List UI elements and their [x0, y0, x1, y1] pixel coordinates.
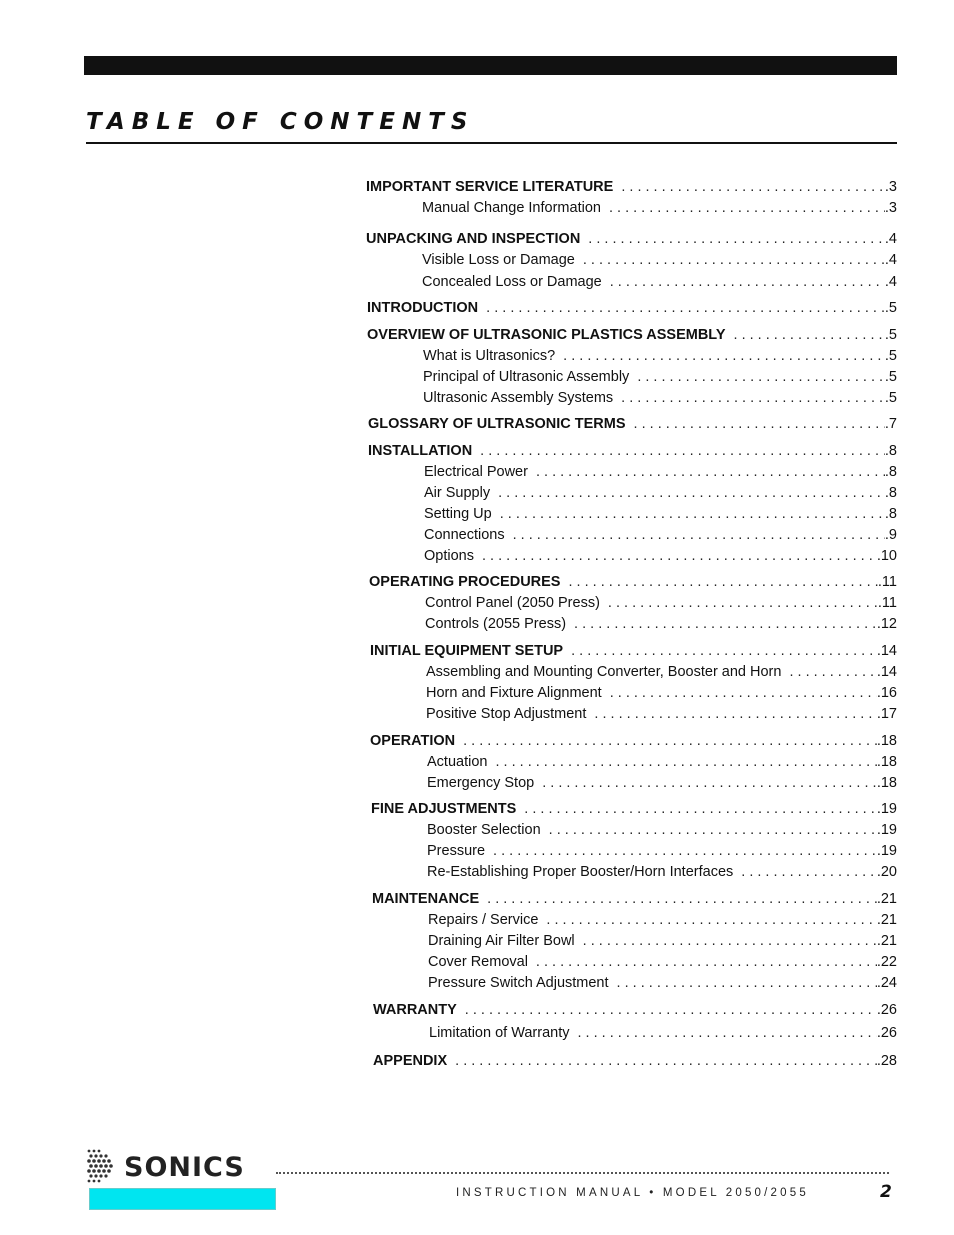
toc-dot-leader: [789, 662, 876, 682]
toc-dot-leader: [495, 752, 876, 772]
toc-label: Concealed Loss or Damage: [422, 274, 602, 290]
toc-section-row[interactable]: [368, 441, 897, 461]
toc-entry-row[interactable]: [427, 752, 897, 772]
toc-label: UNPACKING AND INSPECTION: [366, 231, 581, 247]
toc-label: Assembling and Mounting Converter, Booster and Horn: [426, 664, 782, 680]
toc-dot-leader: [513, 525, 885, 545]
toc-dot-leader: [563, 346, 885, 366]
toc-page-number: .4: [884, 231, 897, 247]
toc-label: Connections: [424, 527, 505, 543]
toc-label: Options: [424, 548, 474, 564]
toc-page-number: .20: [876, 864, 897, 880]
toc-entry-row[interactable]: [429, 1023, 897, 1043]
toc-page-number: .8: [884, 485, 897, 501]
toc-page-number: .12: [876, 616, 897, 632]
toc-entry-row[interactable]: [427, 773, 897, 793]
toc-section-row[interactable]: [373, 1051, 897, 1071]
toc-dot-leader: [524, 799, 877, 819]
toc-dot-leader: [455, 1051, 877, 1071]
toc-entry-row[interactable]: [427, 841, 897, 861]
toc-label: WARRANTY: [373, 1002, 457, 1018]
toc-page-number: .11: [877, 595, 897, 611]
toc-label: Pressure Switch Adjustment: [428, 975, 609, 991]
toc-page-number: .5: [884, 369, 897, 385]
footer-manual-title: INSTRUCTION MANUAL • MODEL 2050/2055: [456, 1187, 809, 1199]
toc-page-number: .5: [884, 390, 897, 406]
toc-page-number: .19: [876, 843, 897, 859]
toc-page-number: .11: [877, 574, 897, 590]
toc-entry-row[interactable]: [424, 504, 897, 524]
toc-label: MAINTENANCE: [372, 891, 480, 907]
toc-page-number: .8: [884, 506, 897, 522]
toc-entry-row[interactable]: [422, 198, 897, 218]
toc-page-number: .7: [884, 416, 897, 432]
toc-page-number: .8: [884, 464, 897, 480]
toc-page-number: .18: [876, 754, 897, 770]
toc-dot-leader: [621, 388, 885, 408]
toc-section-row[interactable]: [370, 641, 897, 661]
toc-page-number: .5: [884, 327, 897, 343]
toc-page-number: .18: [876, 733, 897, 749]
toc-page-number: .4: [884, 252, 897, 268]
toc-dot-leader: [536, 462, 885, 482]
toc-label: Emergency Stop: [427, 775, 535, 791]
toc-dot-leader: [608, 593, 878, 613]
toc-page-number: .4: [884, 274, 897, 290]
toc-page-number: .3: [884, 200, 897, 216]
toc-label: Actuation: [427, 754, 488, 770]
toc-label: OPERATION: [370, 733, 456, 749]
toc-dot-leader: [480, 441, 885, 461]
toc-dot-leader: [609, 198, 885, 218]
toc-page-number: .8: [884, 443, 897, 459]
toc-label: What is Ultrasonics?: [423, 348, 556, 364]
toc-entry-row[interactable]: [424, 546, 897, 566]
toc-label: Booster Selection: [427, 822, 541, 838]
toc-dot-leader: [487, 889, 877, 909]
toc-label: Electrical Power: [424, 464, 528, 480]
toc-page-number: .5: [884, 300, 897, 316]
toc-entry-row[interactable]: [424, 462, 897, 482]
logo-accent-bar: [89, 1188, 276, 1210]
toc-dot-leader: [621, 177, 885, 197]
toc-entry-row[interactable]: [423, 367, 897, 387]
toc-dot-leader: [741, 862, 877, 882]
toc-label: Ultrasonic Assembly Systems: [423, 390, 614, 406]
toc-label: APPENDIX: [373, 1053, 448, 1069]
toc-dot-leader: [486, 298, 885, 318]
toc-page-number: .21: [876, 933, 897, 949]
toc-label: Control Panel (2050 Press): [425, 595, 600, 611]
toc-entry-row[interactable]: [423, 346, 897, 366]
logo-wordmark: SONICS: [124, 1152, 245, 1183]
toc-dot-leader: [617, 973, 877, 993]
toc-entry-row[interactable]: [425, 614, 897, 634]
toc-section-row[interactable]: [373, 1000, 897, 1020]
toc-label: Setting Up: [424, 506, 492, 522]
toc-dot-leader: [500, 504, 885, 524]
toc-page-number: .16: [876, 685, 897, 701]
toc-label: FINE ADJUSTMENTS: [371, 801, 517, 817]
toc-section-row[interactable]: [366, 177, 897, 197]
toc-dot-leader: [463, 731, 877, 751]
toc-label: Re-Establishing Proper Booster/Horn Interfaces: [427, 864, 734, 880]
page-number: 2: [880, 1182, 892, 1202]
toc-dot-leader: [734, 325, 885, 345]
toc-dot-leader: [465, 1000, 877, 1020]
toc-page-number: .10: [876, 548, 897, 564]
toc-page-number: .21: [876, 912, 897, 928]
toc-entry-row[interactable]: [426, 683, 897, 703]
toc-entry-row[interactable]: [424, 525, 897, 545]
toc-dot-leader: [549, 820, 877, 840]
toc-dot-leader: [634, 414, 885, 434]
toc-page-number: .26: [876, 1002, 897, 1018]
toc-label: Horn and Fixture Alignment: [426, 685, 602, 701]
toc-page-number: .24: [876, 975, 897, 991]
toc-section-row[interactable]: [367, 298, 897, 318]
toc-page-number: .18: [876, 775, 897, 791]
toc-entry-row[interactable]: [422, 272, 897, 292]
toc-entry-row[interactable]: [426, 704, 897, 724]
toc-page-number: .19: [876, 822, 897, 838]
toc-label: Air Supply: [424, 485, 491, 501]
toc-entry-row[interactable]: [423, 388, 897, 408]
toc-page-number: .9: [884, 527, 897, 543]
toc-page-number: .28: [876, 1053, 897, 1069]
toc-label: OPERATING PROCEDURES: [369, 574, 561, 590]
toc-entry-row[interactable]: [428, 952, 897, 972]
toc-entry-row[interactable]: [426, 662, 897, 682]
toc-entry-row[interactable]: [428, 973, 897, 993]
toc-label: IMPORTANT SERVICE LITERATURE: [366, 179, 614, 195]
toc-section-row[interactable]: [369, 572, 897, 592]
toc-dot-leader: [493, 841, 877, 861]
toc-label: Limitation of Warranty: [429, 1025, 570, 1041]
toc-page-number: .21: [876, 891, 897, 907]
toc-label: Pressure: [427, 843, 486, 859]
toc-label: Manual Change Information: [422, 200, 601, 216]
toc-page-number: .19: [876, 801, 897, 817]
toc-label: INITIAL EQUIPMENT SETUP: [370, 643, 564, 659]
page-title: TABLE OF CONTENTS: [86, 109, 475, 135]
toc-section-row[interactable]: [372, 889, 897, 909]
toc-label: Controls (2055 Press): [425, 616, 567, 632]
toc-dot-leader: [571, 641, 877, 661]
toc-page-number: .17: [876, 706, 897, 722]
toc-dot-leader: [637, 367, 885, 387]
toc-entry-row[interactable]: [428, 910, 897, 930]
toc-entry-row[interactable]: [428, 931, 897, 951]
toc-dot-leader: [610, 683, 877, 703]
toc-label: INSTALLATION: [368, 443, 473, 459]
toc-dot-leader: [594, 704, 876, 724]
toc-page-number: .3: [884, 179, 897, 195]
toc-label: Repairs / Service: [428, 912, 539, 928]
toc-page-number: .5: [884, 348, 897, 364]
toc-label: INTRODUCTION: [367, 300, 479, 316]
toc-label: Cover Removal: [428, 954, 528, 970]
toc-entry-row[interactable]: [424, 483, 897, 503]
toc-dot-leader: [536, 952, 877, 972]
toc-section-row[interactable]: [368, 414, 897, 434]
toc-label: Draining Air Filter Bowl: [428, 933, 575, 949]
toc-page-number: .14: [876, 664, 897, 680]
toc-page-number: .14: [876, 643, 897, 659]
toc-dot-leader: [577, 1023, 876, 1043]
toc-label: Visible Loss or Damage: [422, 252, 575, 268]
toc-label: OVERVIEW OF ULTRASONIC PLASTICS ASSEMBLY: [367, 327, 726, 343]
toc-entry-row[interactable]: [427, 862, 897, 882]
toc-entry-row[interactable]: [425, 593, 897, 613]
toc-entry-row[interactable]: [427, 820, 897, 840]
toc-label: Positive Stop Adjustment: [426, 706, 587, 722]
toc-section-row[interactable]: [370, 731, 897, 751]
toc-section-row[interactable]: [366, 229, 897, 249]
toc-dot-leader: [583, 250, 885, 270]
toc-dot-leader: [546, 910, 876, 930]
toc-label: Principal of Ultrasonic Assembly: [423, 369, 630, 385]
toc-dot-leader: [482, 546, 877, 566]
toc-section-row[interactable]: [371, 799, 897, 819]
toc-entry-row[interactable]: [422, 250, 897, 270]
toc-page-number: .26: [876, 1025, 897, 1041]
toc-dot-leader: [588, 229, 885, 249]
toc-dot-leader: [574, 614, 877, 634]
toc-dot-leader: [610, 272, 885, 292]
toc-dot-leader: [498, 483, 885, 503]
toc-dot-leader: [542, 773, 877, 793]
footer-dotted-rule: [276, 1160, 889, 1174]
toc-section-row[interactable]: [367, 325, 897, 345]
sonics-logo: [86, 1148, 276, 1212]
toc-label: GLOSSARY OF ULTRASONIC TERMS: [368, 416, 626, 432]
toc-dot-leader: [568, 572, 877, 592]
toc-dot-leader: [583, 931, 877, 951]
toc-page-number: .22: [876, 954, 897, 970]
logo-dot-pattern-icon: [86, 1148, 114, 1186]
